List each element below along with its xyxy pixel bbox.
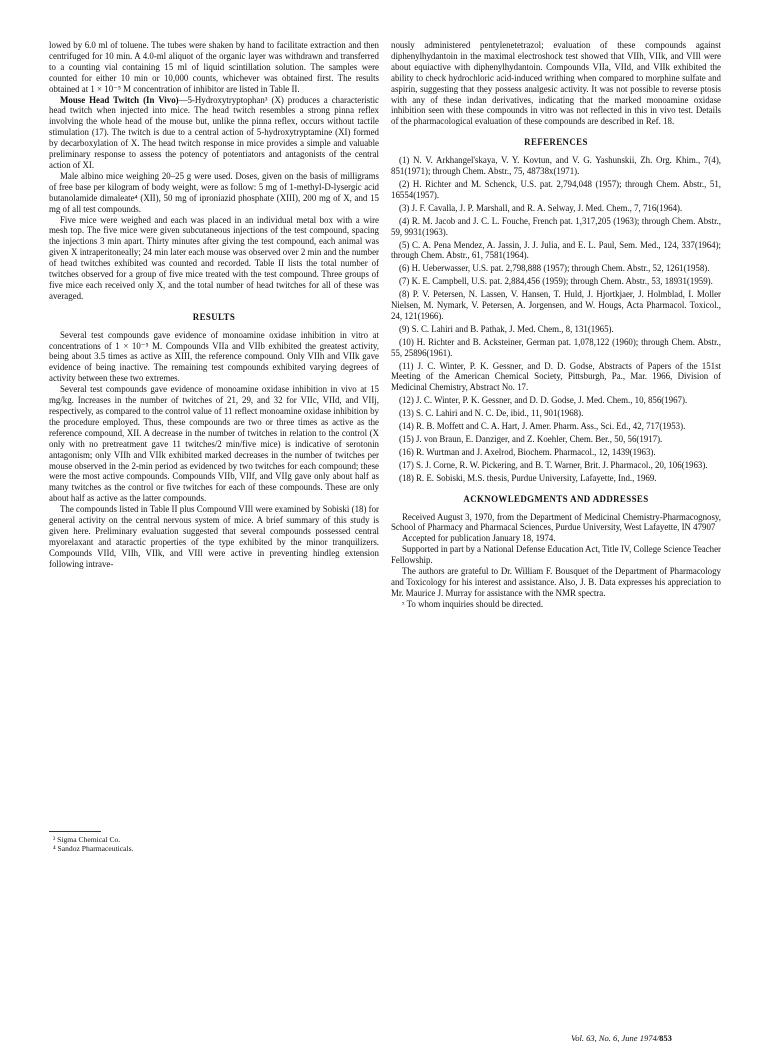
reference-item: (13) S. C. Lahiri and N. C. De, ibid., 11, 901(1968).	[399, 408, 584, 419]
reference-item: (16) R. Wurtman and J. Axelrod, Biochem. Pharmacol., 12, 1439(1963).	[399, 446, 656, 457]
references-heading: REFERENCES	[524, 137, 588, 148]
acknowledgments-heading: ACKNOWLEDGMENTS AND ADDRESSES	[463, 493, 649, 504]
reference-item: (1) N. V. Arkhangel'skaya, V. Y. Kovtun, and V. G. Yashunskii, Zh. Org. Khim., 7(4), 851(1971); through Chem. Abstr., 75, 48738x(1971).	[391, 155, 721, 177]
ack-paragraph: Supported in part by a National Defense Education Act, Title IV, College Science Teacher Fellowship.	[391, 544, 721, 566]
ack-paragraph: The authors are grateful to Dr. William F. Bousquet of the Department of Pharmacology and Toxicology for his interest and assistance. Also, J. B. Data expresses his appreciation to Mr. Maurice J. Murray for assistance with the NMR spectra.	[391, 566, 721, 598]
reference-item: (9) S. C. Lahiri and B. Pathak, J. Med. Chem., 8, 131(1965).	[399, 323, 614, 334]
journal-issue: Vol. 63, No. 6, June 1974/	[571, 1033, 660, 1043]
body-paragraph: lowed by 6.0 ml of toluene. The tubes were shaken by hand to facilitate extraction and then centrifuged for 10 min. A 4.0-ml aliquot of the organic layer was withdrawn and transferred to a counting vial containing 15 ml of liquid scintillation solution. The samples were counted for either 10 min or 10,000 counts, whichever was obtained first. The results obtained at 1 × 10⁻⁵ M concentration of inhibitor are listed in Table II.	[49, 40, 379, 94]
ack-paragraph: Accepted for publication January 18, 1974.	[402, 533, 556, 544]
reference-item: (12) J. C. Winter, P. K. Gessner, and D. D. Godse, J. Med. Chem., 10, 856(1967).	[399, 395, 688, 406]
page-footer	[571, 1033, 672, 1043]
reference-item: (15) J. von Braun, E. Danziger, and Z. Koehler, Chem. Ber., 50, 56(1917).	[399, 434, 663, 444]
reference-item: (14) R. B. Moffett and C. A. Hart, J. Amer. Pharm. Ass., Sci. Ed., 42, 717(1953).	[399, 421, 686, 432]
body-paragraph: nously administered pentylenetetrazol; evaluation of these compounds against diphenylhydantoin in the maximal electroshock test showed that VIIh, VIIk, and VIIl were about equiactive with diphenylhydantoin. Compounds VIIa, VIId, and VIIk exhibited the ability to check hydrochloric acid-induced writhing when compared to morphine sulfate and aspirin, suggesting that they possess analgesic activity. It was not possible to reverse ptosis with any of these indan derivatives, indicating that the marked monoamine oxidase inhibition seen with these compounds in vitro was not reflected in this in vivo test. Details of the pharmacological evaluation of these compounds are described in Ref. 18.	[391, 40, 721, 127]
page-number: 853	[659, 1033, 672, 1043]
left-column	[49, 40, 379, 570]
subsection-text: —5-Hydroxytryptophan³ (X) produces a characteristic head twitch when injected into mice. The head twitch resembles a strong pinna reflex involving the whole head of the mouse but, unlike the pinna reflex, occurs without tactile stimulation (17). The twitch is due to a central action of 5-hydroxytryptamine (XI) formed by decarboxylation of X. The head twitch response in mice provides a simple and valuable preliminary response to assess the potency of potentiators and antagonists of the central action of XI.	[49, 94, 379, 170]
reference-item: (18) R. E. Sobiski, M.S. thesis, Purdue University, Lafayette, Ind., 1969.	[399, 472, 657, 483]
reference-item: (17) S. J. Corne, R. W. Pickering, and B. T. Warner, Brit. J. Pharmacol., 20, 106(1963).	[399, 459, 708, 470]
reference-item: (2) H. Richter and M. Schenck, U.S. pat. 2,794,048 (1957); through Chem. Abstr., 51, 16554(1957).	[391, 178, 721, 200]
ack-paragraph: Received August 3, 1970, from the Department of Medicinal Chemistry-Pharmacognosy, School of Pharmacy and Pharmacal Sciences, Purdue University, West Lafayette, IN 47907	[391, 511, 721, 533]
acknowledgments-section	[391, 512, 721, 610]
body-paragraph: Male albino mice weighing 20–25 g were used. Doses, given on the basis of milligrams of free base per kilogram of body weight, were as follow: 5 mg of 1-methyl-D-lysergic acid butanolamide dimaleate⁴ (XII), 50 mg of iproniazid phosphate (XIII), 200 mg of X, and 15 mg of all test compounds.	[49, 170, 379, 214]
footnote: ⁴ Sandoz Pharmaceuticals.	[53, 844, 134, 853]
body-paragraph	[49, 95, 379, 171]
body-paragraph: Five mice were weighed and each was placed in an individual metal box with a wire mesh top. The five mice were given subcutaneous injections of the test compound, spacing the injections 3 min apart. Thirty minutes after giving the test compound, each animal was given X intraperitoneally; 24 min later each mouse was observed over 2 min and the number of head twitches exhibited was counted and recorded. Table II lists the total number of twitches observed for a group of five mice treated with the test compound. Three groups of five mice each received only X, and the total number of head twitches for all of these was averaged.	[49, 214, 379, 301]
reference-item: (3) J. F. Cavalla, J. P. Marshall, and R. A. Selway, J. Med. Chem., 7, 716(1964).	[399, 202, 683, 213]
reference-item: (10) H. Richter and B. Acksteiner, German pat. 1,078,122 (1960); through Chem. Abstr., 55, 25896(1961).	[391, 336, 721, 358]
results-paragraph: The compounds listed in Table II plus Compound VIIl were examined by Sobiski (18) for general activity on the central nervous system of mice. A brief summary of this study is given here. Preliminary evaluation suggested that several compounds possessed central myorelaxant and ataractic properties of the type exhibited by the minor tranquilizers. Compounds VIId, VIIh, VIIk, and VIIl were active in preventing hindleg extension following intrave-	[49, 504, 379, 569]
reference-item: (6) H. Ueberwasser, U.S. pat. 2,798,888 (1957); through Chem. Abstr., 52, 1261(1958).	[399, 263, 710, 274]
results-paragraph: Several test compounds gave evidence of monoamine oxidase inhibition in vitro at concentrations of 1 × 10⁻⁵ M. Compounds VIIa and VIIb exhibited the greatest activity, being about 3.5 times as active as XIII, the reference compound. Only VIIh and VIIk gave evidence of being inactive. The remaining test compounds exhibited varying degrees of activity between these two extremes.	[49, 329, 379, 384]
reference-item: (8) P. V. Petersen, N. Lassen, V. Hansen, T. Huld, J. Hjortkjaer, J. Holmblad, I. Moller Nielsen, M. Nymark, V. Petersen, A. Jorgensen, and W. Hougs, Acta Pharmacol. Toxicol., 24, 121(1966).	[391, 289, 721, 321]
reference-item: (5) C. A. Pena Mendez, A. Jassin, J. J. Julia, and E. L. Paul, Sem. Med., 124, 337(1964); through Chem. Abstr., 61, 7581(1964).	[391, 239, 721, 261]
footnote-rule	[49, 831, 101, 832]
results-paragraph: Several test compounds gave evidence of monoamine oxidase inhibition in vivo at 15 mg/kg. Increases in the number of twitches of 21, 29, and 32 for VIIc, VIId, and VIIj, respectively, as compared to the control value of 11 reflect monoamine oxidase inhibition by the procedure employed. Thus, these compounds are two or three times as active as the reference compound, XII. A decrease in the number of twitches in relation to the control (X only with no pretreatment gave 11 twitches/2 min/five mice) is indicative of serotonin antagonism; only VIIh and VIIk exhibited marked decreases in the number of twitches per mouse observed in the 2-min period as evidenced by two twitches for each compound; these were the most active compounds. Compounds VIIb, VIIf, and VIIg gave only about half as many twitches as the control or five twitches for each of these compounds. These are only about half as active as the latter compounds.	[49, 384, 379, 504]
references-list	[391, 155, 721, 483]
footnotes	[49, 831, 133, 853]
reference-item: (4) R. M. Jacob and J. C. L. Fouche, French pat. 1,317,205 (1963); through Chem. Abstr., 59, 9931(1963).	[391, 215, 721, 237]
subsection-runin-heading: Mouse Head Twitch (In Vivo)	[60, 94, 179, 105]
right-column	[391, 40, 721, 610]
results-heading: RESULTS	[192, 311, 236, 322]
reference-item: (11) J. C. Winter, P. K. Gessner, and D. D. Godse, Abstracts of Papers of the 151st Meeting of the American Chemical Society, Pittsburgh, Pa., Mar. 1966, Division of Medicinal Chemistry, Abstract No. 17.	[391, 360, 721, 393]
footnote: ³ Sigma Chemical Co.	[53, 835, 121, 844]
reference-item: (7) K. E. Campbell, U.S. pat. 2,884,456 (1959); through Chem. Abstr., 53, 18931(1959).	[399, 276, 713, 287]
ack-paragraph: ˣ To whom inquiries should be directed.	[402, 598, 544, 609]
